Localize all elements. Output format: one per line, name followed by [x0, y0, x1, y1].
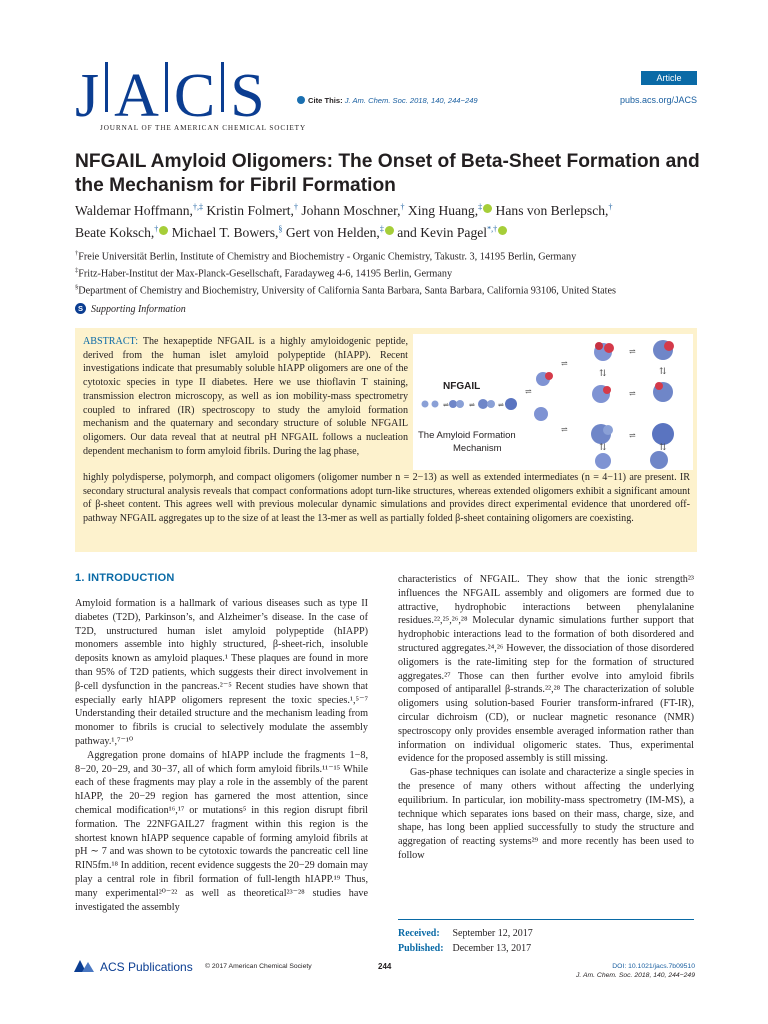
- abstract-text-part1: ABSTRACT: The hexapeptide NFGAIL is a highly amyloidogenic peptide, derived from the human islet amyloid polypeptide (hIAPP). Recent investigations indicate that presumably soluble hIAPP oligomers are one of the cytotoxic species in type II diabetes. Here we use thioflavin T staining, transmission electron microscopy, as well as ion mobility-mass spectrometry coupled to infrared (IR) spectroscopy to study the amyloid formation mechanism and the quaternary and secondary structure of soluble NFGAIL oligomers. Our data reveal that at neutral pH NFGAIL follows a nucleation dependent mechanism to form amyloid fibrils. During the lag phase,: [83, 336, 408, 457]
- author[interactable]: Michael T. Bowers,§: [171, 224, 283, 241]
- toc-label-line2: Mechanism: [453, 443, 502, 454]
- author[interactable]: Hans von Berlepsch,†: [495, 202, 613, 218]
- monomer-cluster: [422, 398, 518, 410]
- affiliation: §Department of Chemistry and Biochemistry, University of California Santa Barbara, Santa Barbara, California 93106, United States: [75, 284, 616, 297]
- paragraph: Aggregation prone domains of hIAPP include the fragments 1−8, 8−20, 20−29, and 30−37, all of which form amyloid fibrils.¹¹⁻¹⁵ While each of these fragments may play a role in the assembly of the parent hIAPP, the 20−29 region has garnered the most attention, since chemical modification¹⁶,¹⁷ or mutations⁵ in this region disrupt fibril formation. The 22NFGAIL27 fragment within this region is the shortest known hIAPP sequence capable of forming amyloid fibrils at pH ∼ 7 and was shown to be cytotoxic towards the pancreatic cell line RIN5fm.¹⁸ In addition, recent evidence suggests the 20−29 domain may play a central role in fibril formation of full-length hIAPP.¹⁹ Thus, many experimental²⁰⁻²² as well as theoretical²³⁻²⁸ studies have investigated the assembly: [75, 749, 368, 913]
- cite-this[interactable]: Cite This: J. Am. Chem. Soc. 2018, 140, 244−249: [297, 96, 478, 105]
- author[interactable]: Xing Huang,‡: [408, 203, 492, 218]
- svg-text:⇅: ⇅: [659, 366, 667, 376]
- acs-publications-logo[interactable]: ACS Publications: [74, 960, 193, 974]
- affiliation: ‡Fritz-Haber-Institut der Max-Planck-Gesellschaft, Faradayweg 4-6, 14195 Berlin, Germany: [75, 267, 453, 280]
- toc-label-nfgail: NFGAIL: [443, 381, 481, 392]
- svg-text:⇌: ⇌: [561, 359, 568, 368]
- author[interactable]: Beate Koksch,†: [75, 225, 168, 240]
- journal-logo-subtitle: JOURNAL OF THE AMERICAN CHEMICAL SOCIETY: [100, 124, 307, 132]
- toc-label-line1: The Amyloid Formation: [418, 430, 516, 441]
- affiliation: †Freie Universität Berlin, Institute of Chemistry and Biochemistry - Organic Chemistry, Takustr. 3, 14195 Berlin, Germany: [75, 250, 577, 263]
- supporting-information-link[interactable]: S Supporting Information: [75, 303, 186, 315]
- page-number: 244: [378, 962, 392, 971]
- supporting-info-icon: S: [75, 303, 86, 314]
- acs-logo-icon: [74, 960, 96, 972]
- journal-website-link[interactable]: pubs.acs.org/JACS: [620, 95, 698, 105]
- author[interactable]: Johann Moschner,†: [301, 202, 405, 218]
- orcid-icon[interactable]: [385, 226, 394, 235]
- svg-text:⇌: ⇌: [629, 347, 636, 356]
- orcid-icon[interactable]: [159, 226, 168, 235]
- cite-icon: [297, 96, 305, 104]
- svg-text:⇌: ⇌: [629, 389, 636, 398]
- orcid-icon[interactable]: [498, 226, 507, 235]
- amyloid-mechanism-diagram: [413, 334, 693, 470]
- doi-link[interactable]: DOI: 10.1021/jacs.7b09510: [612, 963, 695, 970]
- author[interactable]: Gert von Helden,‡: [286, 225, 394, 240]
- author[interactable]: Kristin Folmert,†: [206, 202, 298, 218]
- body-left-column: [75, 597, 368, 914]
- orcid-icon[interactable]: [483, 204, 492, 213]
- compact-oligomers: [534, 407, 674, 469]
- author[interactable]: Waldemar Hoffmann,†,‡: [75, 202, 203, 218]
- svg-text:⇌: ⇌: [443, 401, 449, 409]
- paragraph: Gas-phase techniques can isolate and characterize a single species in the presence of many others without affecting the underlying equilibrium. In particular, ion mobility-mass spectrometry (IM-MS), a technique which separates ions based on their mass, charge, size, and shape, has long been applied successfully to study the structure and aggregation of reacting systems²⁹ and more recently has been used to follow: [398, 767, 694, 861]
- paragraph: Amyloid formation is a hallmark of various diseases such as type II diabetes (T2D), Parkinson’s, and Alzheimer’s disease. In the case of T2D, unstructured human islet amyloid polypeptide (hIAPP) monomers assemble into highly structured, β-sheet-rich, insoluble deposits known as amyloid plaques.¹ These plaques are found in more than 95% of T2D patients, which suggests their direct involvement in β-cell dysfunction in the pancreas.²⁻⁵ Recent studies have shown that especially early hIAPP oligomers represent the toxic species.¹,⁵⁻⁷ Understanding their detailed structure and the mechanism leading from monomer to fibrils is crucial to selectively modulate the assembly pathway.¹,⁷⁻¹⁰: [75, 598, 368, 747]
- abstract-label: ABSTRACT:: [83, 336, 139, 347]
- received-date: Received: September 12, 2017: [398, 928, 533, 939]
- copyright: © 2017 American Chemical Society: [205, 963, 312, 970]
- author[interactable]: and Kevin Pagel*,†: [397, 225, 507, 240]
- published-date: Published: December 13, 2017: [398, 943, 532, 954]
- publication-dates: [398, 919, 694, 956]
- beta-sheet-oligomers: [525, 340, 674, 403]
- paragraph: characteristics of NFGAIL. They show that the ionic strength²³ influences the NFGAIL assembly and oligomers are formed due to attractive, hydrophobic interactions between phenylalanine residues.²²,²⁵,²⁶,²⁸ Molecular dynamic simulations further support that hydrophobic interactions lead to the formation of both disordered and structured aggregates.²⁴,²⁶ However, the dissociation of those disordered oligomers is the rate-limiting step for the formation of structured aggregates.²⁷ Those can then further evolve into amyloid fibrils composed of antiparallel β-strands.²²,²⁸ The characterization of soluble oligomers using solution-based Fourier transform-infrared (FT-IR), circular dichroism (CD), or nuclear magnetic resonance (NMR) spectroscopy only provides ensemble averaged information rather than information on individual oligomeric states. Thus, experimental evidence for the proposed assembly is still missing.: [398, 574, 694, 765]
- article-type-badge: Article: [641, 71, 697, 85]
- author-list: [75, 197, 715, 242]
- svg-text:⇌: ⇌: [561, 425, 568, 434]
- svg-text:⇅: ⇅: [599, 442, 607, 452]
- section-heading: 1. INTRODUCTION: [75, 572, 175, 584]
- svg-text:⇌: ⇌: [525, 387, 532, 396]
- svg-text:⇌: ⇌: [629, 431, 636, 440]
- body-right-column: [398, 573, 694, 863]
- svg-text:⇌: ⇌: [498, 401, 504, 409]
- svg-text:⇌: ⇌: [469, 401, 475, 409]
- svg-text:⇅: ⇅: [659, 442, 667, 452]
- article-title: NFGAIL Amyloid Oligomers: The Onset of Beta-Sheet Formation and the Mechanism for Fibril Formation: [75, 151, 700, 196]
- doi-citation: [560, 962, 695, 980]
- abstract-text-part2: highly polydisperse, polymorph, and compact oligomers (oligomer number n = 2−13) as well as extended intermediates (n = 4−11) are present. IR secondary structural analysis reveals that compact conformations adopt turn-like structures, whereas extended oligomers exhibit a significant amount of β-sheet content. This agrees well with previous molecular dynamic simulations and provides direct experimental evidence that unordered off-pathway NFGAIL aggregates up to the size of at least the 13-mer as well as partially folded β-sheet containing oligomers are coexisting.: [83, 472, 690, 525]
- toc-graphic: [413, 334, 693, 470]
- journal-logo: J A C S: [75, 62, 265, 130]
- footer-citation: J. Am. Chem. Soc. 2018, 140, 244−249: [576, 972, 695, 979]
- svg-text:⇅: ⇅: [599, 368, 607, 378]
